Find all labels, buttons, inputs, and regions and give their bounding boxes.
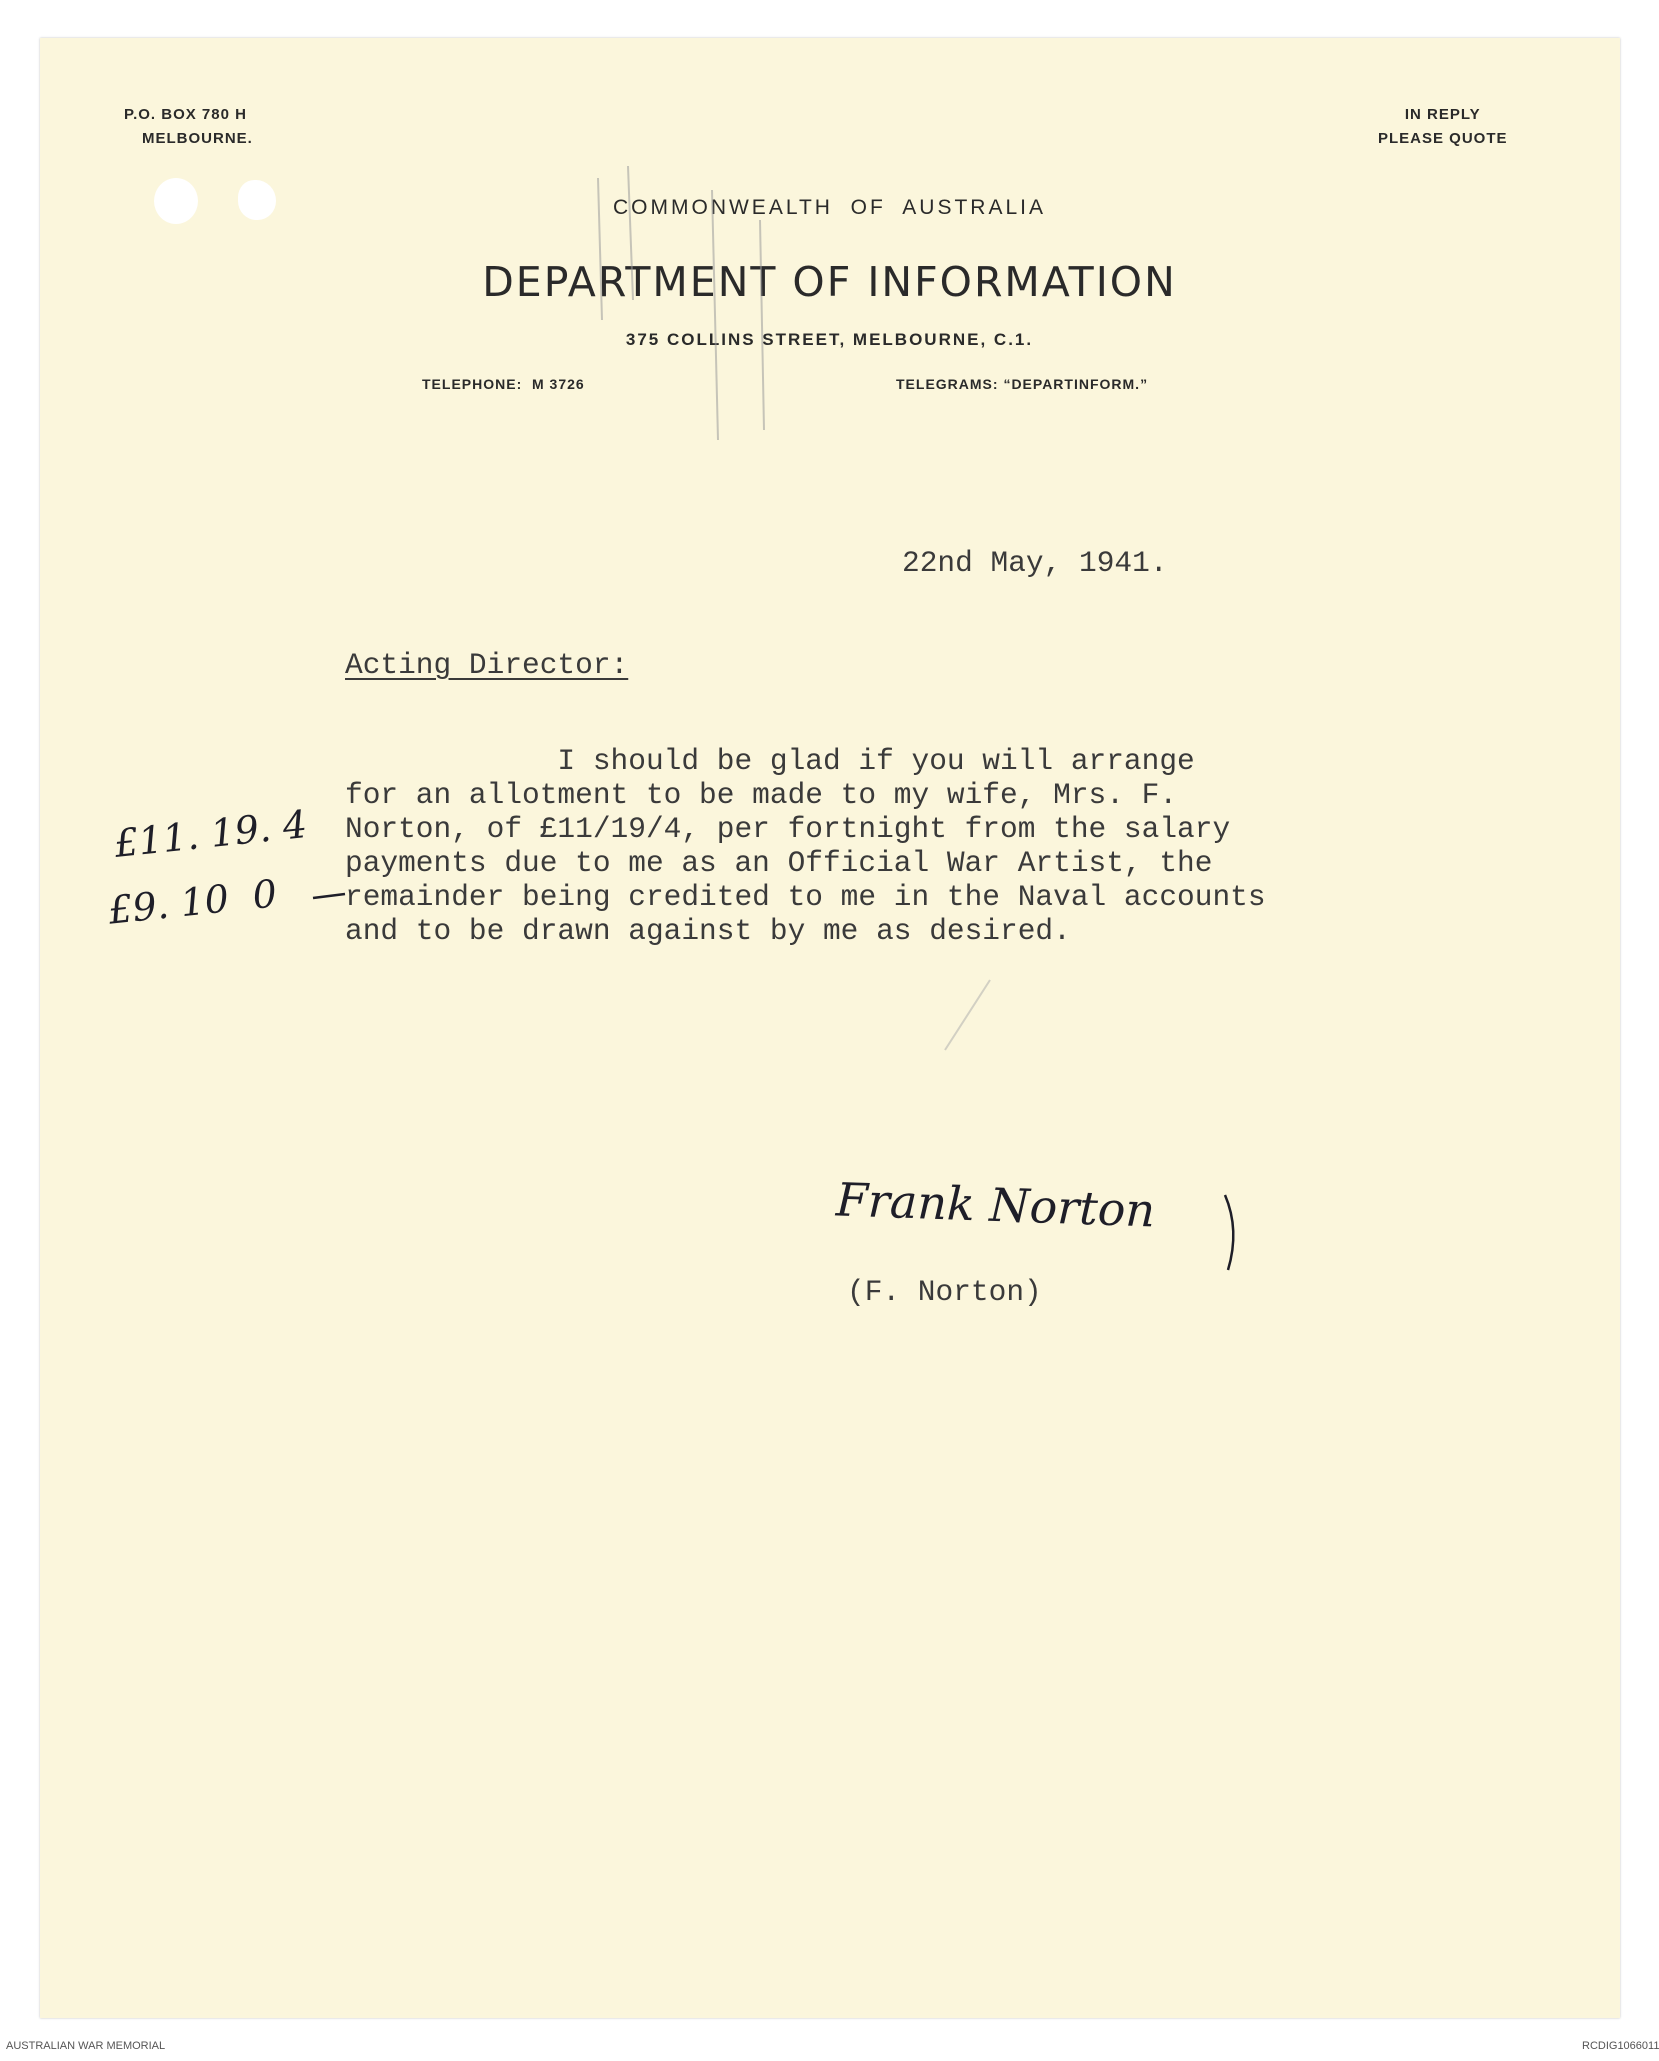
reply-line2: PLEASE QUOTE [1378,130,1508,147]
po-box-line2: MELBOURNE. [142,130,253,147]
reply-quote [1378,103,1508,151]
letterhead-address: 375 COLLINS STREET, MELBOURNE, C.1. [625,330,1034,349]
letterhead-commonwealth: COMMONWEALTH OF AUSTRALIA [613,196,1046,219]
body-line: Norton, of £11/19/4, per fortnight from the salary [345,812,1231,846]
letter-date: 22nd May, 1941. [902,546,1168,580]
body-line: for an allotment to be made to my wife, Mrs. F. [345,778,1178,812]
letter-salutation: Acting Director: [345,648,629,682]
signature: Frank Norton [835,1172,1157,1238]
handwritten-note-1: £11. 19. 4 [112,802,310,866]
letterhead-department: DEPARTMENT OF INFORMATION [482,258,1177,306]
signature-typed-name: (F. Norton) [847,1275,1042,1309]
handwritten-note-2: £9. 10 0 [106,871,280,933]
po-box-line1: P.O. BOX 780 H [124,106,247,123]
body-line: and to be drawn against by me as desired. [345,914,1071,948]
body-line: I should be glad if you will arrange [345,744,1195,778]
reply-line1: IN REPLY [1404,106,1481,123]
footer-left: AUSTRALIAN WAR MEMORIAL [6,2040,166,2052]
letter-body [345,744,1266,948]
body-line: payments due to me as an Official War Artist, the [345,846,1213,880]
letterhead-telephone: TELEPHONE: M 3726 [422,376,585,392]
letterhead-telegrams: TELEGRAMS: “DEPARTINFORM.” [896,376,1149,392]
footer-right: RCDIG1066011 [1582,2040,1659,2052]
po-box [124,103,253,151]
body-line: remainder being credited to me in the Naval accounts [345,880,1266,914]
